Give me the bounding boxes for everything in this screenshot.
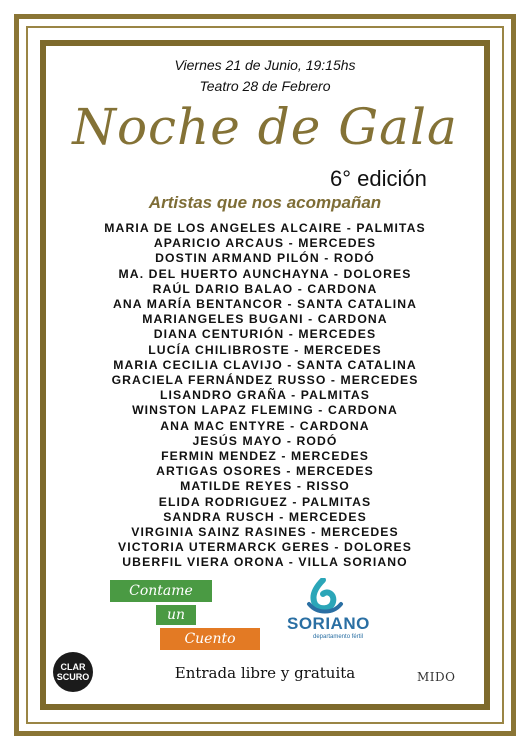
artist-item: VICTORIA UTERMARCK GERES - DOLORES bbox=[117, 540, 413, 555]
contame-un-cuento-logo bbox=[110, 578, 260, 650]
artist-item: RAÚL DARIO BALAO - CARDONA bbox=[152, 281, 378, 296]
event-title: Noche de Gala bbox=[72, 98, 458, 156]
artist-item: JESÚS MAYO - RODÓ bbox=[192, 433, 338, 448]
artist-item: ARTIGAS OSORES - MERCEDES bbox=[156, 464, 374, 479]
artist-item: MATILDE REYES - RISSO bbox=[180, 479, 350, 494]
artist-item: GRACIELA FERNÁNDEZ RUSSO - MERCEDES bbox=[111, 373, 419, 388]
soriano-logo bbox=[285, 578, 405, 648]
artist-item: VIRGINIA SAINZ RASINES - MERCEDES bbox=[131, 525, 399, 540]
artist-item: UBERFIL VIERA ORONA - VILLA SORIANO bbox=[122, 555, 408, 570]
event-venue: Teatro 28 de Febrero bbox=[199, 78, 331, 94]
artist-item: MARIANGELES BUGANI - CARDONA bbox=[142, 312, 388, 327]
artist-item: FERMIN MENDEZ - MERCEDES bbox=[161, 449, 369, 464]
logo-word: un bbox=[156, 605, 196, 625]
artist-item: ELIDA RODRIGUEZ - PALMITAS bbox=[158, 494, 372, 509]
artists-heading: Artistas que nos acompañan bbox=[148, 193, 382, 212]
artist-item: LUCÍA CHILIBROSTE - MERCEDES bbox=[148, 342, 382, 357]
artist-item: MARIA DE LOS ANGELES ALCAIRE - PALMITAS bbox=[104, 221, 426, 235]
artist-item: APARICIO ARCAUS - MERCEDES bbox=[153, 236, 377, 251]
artist-list bbox=[0, 221, 530, 571]
scuro-text: SCURO bbox=[56, 672, 90, 682]
artist-item: SANDRA RUSCH - MERCEDES bbox=[163, 509, 367, 524]
artist-item: ANA MARÍA BENTANCOR - SANTA CATALINA bbox=[112, 297, 418, 312]
entry-note: Entrada libre y gratuita bbox=[174, 664, 356, 682]
artist-item: DIANA CENTURIÓN - MERCEDES bbox=[153, 327, 377, 342]
artist-item: LISANDRO GRAÑA - PALMITAS bbox=[159, 388, 371, 403]
event-edition: 6° edición bbox=[330, 166, 427, 191]
event-date: Viernes 21 de Junio, 19:15hs bbox=[174, 57, 356, 73]
soriano-emblem-icon bbox=[293, 578, 353, 618]
artist-item: MARIA CECILIA CLAVIJO - SANTA CATALINA bbox=[113, 357, 417, 372]
soriano-wordmark: SORIANO bbox=[287, 614, 370, 633]
artist-item: DOSTIN ARMAND PILÓN - RODÓ bbox=[155, 251, 375, 266]
clar-text: CLAR bbox=[60, 662, 86, 672]
logo-word: Contame bbox=[110, 580, 212, 602]
artist-item: MA. DEL HUERTO AUNCHAYNA - DOLORES bbox=[118, 266, 412, 281]
artist-item: ANA MAC ENTYRE - CARDONA bbox=[160, 418, 370, 433]
artist-item: WINSTON LAPAZ FLEMING - CARDONA bbox=[132, 403, 398, 418]
logo-word: Cuento bbox=[160, 628, 260, 650]
soriano-tagline: departamento fértil bbox=[313, 634, 364, 640]
mido-logo: MIDO bbox=[417, 670, 456, 684]
